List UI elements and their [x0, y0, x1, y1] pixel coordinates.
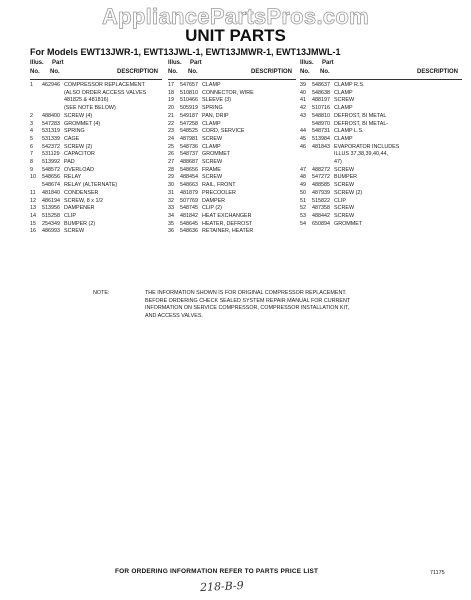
part-row	[30, 159, 162, 167]
part-description: CLAMP L.S.	[334, 128, 364, 135]
part-number: 548970	[312, 120, 330, 127]
illus-number: 27	[168, 159, 174, 166]
illus-number	[300, 151, 312, 159]
header-description: DESCRIPTION	[116, 69, 158, 75]
part-row	[168, 228, 296, 236]
part-description: ILLUS 37,38,39,40,44,	[334, 151, 388, 158]
part-description: PRECOOLER	[202, 189, 236, 196]
part-row	[30, 182, 162, 190]
illus-number	[300, 159, 312, 167]
part-number: 548638	[312, 89, 330, 96]
part-row	[300, 144, 462, 152]
part-description: SCREW	[334, 182, 355, 189]
part-row	[30, 167, 162, 175]
illus-number: 54	[300, 220, 306, 227]
part-number: 542372	[42, 143, 60, 150]
part-row	[168, 174, 296, 182]
illus-number: 48	[300, 174, 306, 181]
note-line: AND ACCESS VALVES.	[145, 313, 203, 320]
part-row	[30, 228, 162, 236]
part-number: 510716	[312, 105, 330, 112]
note-line: THE INFORMATION SHOWN IS FOR ORIGINAL COMPRESSOR REPLACEMENT.	[145, 290, 347, 296]
illus-number	[30, 105, 42, 113]
parts-column-3	[300, 60, 462, 228]
part-description: SCREW	[64, 228, 85, 235]
part-description: GROMMET	[334, 220, 363, 227]
illus-number: 35	[168, 220, 174, 227]
part-row	[30, 174, 162, 182]
part-description: CLAMP	[334, 135, 353, 142]
part-row	[30, 97, 162, 105]
part-number: 548656	[42, 174, 60, 181]
part-row	[168, 82, 296, 90]
part-description: SCREW	[334, 205, 355, 212]
illus-number: 33	[168, 205, 174, 212]
part-row	[168, 144, 296, 152]
part-description: SPRING	[202, 105, 223, 112]
part-row	[168, 97, 296, 105]
part-number: 481842	[180, 212, 198, 219]
column-header	[30, 60, 162, 80]
illus-number: 5	[30, 135, 33, 142]
part-row	[168, 167, 296, 175]
part-number: 548745	[180, 205, 198, 212]
part-row	[30, 205, 162, 213]
part-number	[42, 90, 64, 98]
part-row	[168, 205, 296, 213]
part-row	[300, 121, 462, 129]
page-title: UNIT PARTS	[185, 26, 286, 45]
part-number: 488400	[42, 112, 60, 119]
illus-number: 50	[300, 189, 306, 196]
part-number: 548663	[180, 182, 198, 189]
illus-number: 44	[300, 128, 306, 135]
part-number: 515258	[42, 212, 60, 219]
illus-number: 46	[300, 143, 306, 150]
part-row	[168, 113, 296, 121]
part-row	[30, 190, 162, 198]
illus-number: 20	[168, 105, 174, 112]
column-header	[300, 60, 462, 80]
part-row	[300, 190, 462, 198]
illus-number: 3	[30, 120, 33, 127]
part-number: 481840	[42, 189, 60, 196]
header-illus: Illus.	[168, 60, 182, 66]
part-description: (SEE NOTE BELOW)	[64, 105, 116, 112]
part-row	[300, 174, 462, 182]
part-number: 548737	[180, 151, 198, 158]
part-row	[30, 113, 162, 121]
note-line: BEFORE ORDERING CHECK SEALED SYSTEM REPAIR MANUAL FOR CURRENT	[145, 297, 351, 304]
part-description: SCREW	[202, 135, 223, 142]
part-number: 547272	[312, 174, 330, 181]
part-description: GROMMET	[202, 151, 231, 158]
illus-number: 30	[168, 182, 174, 189]
part-row	[300, 82, 462, 90]
illus-number: 23	[168, 128, 174, 135]
part-number: 531339	[42, 135, 60, 142]
illus-number: 43	[300, 112, 306, 119]
part-description: HEAT EXCHANGER	[202, 212, 252, 219]
part-row	[30, 144, 162, 152]
part-number: 513984	[312, 135, 330, 142]
part-number: 488454	[180, 174, 198, 181]
part-number: 513956	[42, 205, 60, 212]
note-text	[145, 290, 350, 321]
part-row	[168, 105, 296, 113]
header-no: No.	[30, 69, 40, 75]
ordering-footer: FOR ORDERING INFORMATION REFER TO PARTS PRICE LIST	[115, 568, 319, 575]
models-subtitle: For Models EWT13JWR-1, EWT13JWL-1, EWT13JMWR-1, EWT13JMWL-1	[30, 47, 341, 57]
part-row	[300, 167, 462, 175]
part-row	[300, 97, 462, 105]
illus-number: 34	[168, 212, 174, 219]
part-description: CLAMP R.S.	[334, 82, 365, 88]
part-number: 531319	[42, 128, 60, 135]
part-row	[30, 90, 162, 98]
part-row	[168, 198, 296, 206]
part-row	[30, 128, 162, 136]
part-description: CLAMP	[202, 143, 221, 150]
part-description: DAMPENER	[64, 205, 95, 212]
part-description: PAD	[64, 159, 75, 166]
part-description: BUMPER (2)	[64, 220, 96, 227]
part-description: RELAY (ALTERNATE)	[64, 182, 118, 189]
part-number: 548637	[312, 82, 330, 88]
illus-number: 7	[30, 151, 33, 158]
illus-number: 24	[168, 135, 174, 142]
illus-number: 31	[168, 189, 174, 196]
column-header	[168, 60, 296, 80]
illus-number	[30, 182, 42, 190]
part-description: SCREW (4)	[64, 112, 93, 119]
part-row	[30, 213, 162, 221]
note-label: NOTE:	[93, 290, 110, 296]
part-row	[300, 105, 462, 113]
part-description: CLAMP	[334, 105, 353, 112]
part-row	[300, 221, 462, 229]
part-number: 510466	[180, 97, 198, 104]
handwritten-note: 218-B-9	[199, 578, 245, 595]
header-description: DESCRIPTION	[416, 69, 458, 75]
parts-column-2	[168, 60, 296, 236]
part-number: 548572	[42, 166, 60, 173]
part-row	[168, 213, 296, 221]
illus-number: 25	[168, 143, 174, 150]
part-description: CLIP	[334, 197, 346, 204]
part-description: CLAMP	[202, 120, 221, 127]
part-number: 488272	[312, 166, 330, 173]
part-row	[168, 182, 296, 190]
part-row	[300, 136, 462, 144]
part-number: 650894	[312, 220, 330, 227]
illus-number: 41	[300, 97, 306, 104]
part-description: CORD, SERVICE	[202, 128, 245, 135]
illus-number: 1	[30, 82, 33, 88]
part-row	[300, 128, 462, 136]
part-number: 488687	[180, 159, 198, 166]
part-row	[30, 221, 162, 229]
part-description: CLIP	[64, 212, 76, 219]
illus-number: 21	[168, 112, 174, 119]
illus-number: 47	[300, 166, 306, 173]
part-number: 548810	[312, 112, 330, 119]
part-row	[300, 182, 462, 190]
part-row	[300, 113, 462, 121]
part-number: 481843	[312, 143, 330, 150]
header-illus: Illus.	[300, 60, 314, 66]
part-number: 515822	[312, 197, 330, 204]
part-row	[30, 105, 162, 113]
part-row	[300, 90, 462, 98]
part-number: 548674	[42, 182, 60, 189]
part-description: DEFROST, BI METAL-	[334, 120, 389, 127]
note-line: INFORMATION ON SERVICE COMPRESSOR, COMPRESSOR INSTALLATION KIT,	[145, 305, 350, 312]
part-number: 486993	[42, 228, 60, 235]
header-part-no: No.	[320, 69, 330, 75]
part-number: 486194	[42, 197, 60, 204]
part-description: (ALSO ORDER ACCESS VALVES	[64, 89, 147, 96]
part-description: CAPACITOR	[64, 151, 95, 158]
part-row	[30, 121, 162, 129]
illus-number: 8	[30, 159, 33, 166]
part-number	[42, 97, 64, 105]
part-number: 487981	[180, 135, 198, 142]
part-description: CLAMP	[202, 82, 221, 88]
illus-number: 49	[300, 182, 306, 189]
part-description: BUMPER	[334, 174, 358, 181]
part-row	[168, 159, 296, 167]
illus-number: 14	[30, 212, 36, 219]
part-number: 513992	[42, 159, 60, 166]
illus-number: 16	[30, 228, 36, 235]
part-number: 507769	[180, 197, 198, 204]
illus-number: 28	[168, 166, 174, 173]
part-description: CLAMP	[334, 89, 353, 96]
part-number: 548656	[180, 166, 198, 173]
illus-number: 19	[168, 97, 174, 104]
illus-number: 26	[168, 151, 174, 158]
part-description: CAGE	[64, 135, 80, 142]
part-number: 548731	[312, 128, 330, 135]
parts-list	[300, 82, 462, 228]
part-number: 488442	[312, 212, 330, 219]
illus-number: 4	[30, 128, 33, 135]
part-description: COMPRESSOR REPLACEMENT	[64, 82, 145, 88]
part-row	[30, 82, 162, 90]
part-row	[30, 198, 162, 206]
part-description: CONNECTOR, WIRE	[202, 89, 254, 96]
header-illus: Illus.	[30, 60, 44, 66]
part-description: 481825 & 481816)	[64, 97, 109, 104]
part-number: 505919	[180, 105, 198, 112]
part-row	[168, 221, 296, 229]
part-row	[300, 213, 462, 221]
part-description: SCREW (2)	[64, 143, 93, 150]
illus-number	[30, 90, 42, 98]
illus-number: 12	[30, 197, 36, 204]
header-part: Part	[52, 60, 64, 66]
part-number: 548525	[180, 128, 198, 135]
part-description: SCREW	[202, 174, 223, 181]
part-description: SCREW	[334, 97, 355, 104]
illus-number: 51	[300, 197, 306, 204]
illus-number: 2	[30, 112, 33, 119]
part-description: OVERLOAD	[64, 166, 94, 173]
part-description: DAMPER	[202, 197, 226, 204]
illus-number: 10	[30, 174, 36, 181]
part-number: 548636	[180, 228, 198, 235]
part-number: 549187	[180, 112, 198, 119]
part-description: CLIP (2)	[202, 205, 222, 212]
illus-number: 13	[30, 205, 36, 212]
part-number	[42, 105, 64, 113]
illus-number: 18	[168, 89, 174, 96]
part-number	[312, 151, 334, 159]
part-row	[168, 128, 296, 136]
part-row	[300, 159, 462, 167]
illus-number: 52	[300, 205, 306, 212]
illus-number: 42	[300, 105, 306, 112]
part-description: SCREW	[334, 212, 355, 219]
header-part: Part	[190, 60, 202, 66]
part-number: 547258	[180, 120, 198, 127]
part-number: 488585	[312, 182, 330, 189]
illus-number	[30, 97, 42, 105]
header-part: Part	[322, 60, 334, 66]
part-description: GROMMET (4)	[64, 120, 101, 127]
illus-number	[300, 121, 312, 129]
header-part-no: No.	[188, 69, 198, 75]
part-description: RELAY	[64, 174, 82, 181]
part-description: RETAINER, HEATER	[202, 228, 254, 235]
part-number: 548645	[180, 220, 198, 227]
header-no: No.	[300, 69, 310, 75]
part-row	[168, 190, 296, 198]
header-no: No.	[168, 69, 178, 75]
part-number: 510810	[180, 89, 198, 96]
parts-list	[168, 82, 296, 236]
illus-number: 6	[30, 143, 33, 150]
illus-number: 11	[30, 189, 36, 196]
part-description: 47)	[334, 159, 342, 166]
part-number: 548736	[180, 143, 198, 150]
part-description: SCREW, 8 x 1/2	[64, 197, 103, 204]
part-description: CONDENSER	[64, 189, 99, 196]
header-part-no: No.	[50, 69, 60, 75]
part-description: EVAPORATOR INCLUDES	[334, 143, 400, 150]
footer-code: 71175	[430, 570, 445, 576]
part-number: 488197	[312, 97, 330, 104]
illus-number: 40	[300, 89, 306, 96]
site-watermark: AppliancePartsPros.com	[101, 4, 370, 29]
part-number: 547283	[42, 120, 60, 127]
part-description: DEFROST, BI METAL	[334, 112, 387, 119]
illus-number: 36	[168, 228, 174, 235]
part-row	[30, 136, 162, 144]
part-description: SPRING	[64, 128, 85, 135]
part-row	[300, 205, 462, 213]
part-number: 254349	[42, 220, 60, 227]
part-number: 487358	[312, 205, 330, 212]
part-row	[168, 90, 296, 98]
part-description: HEATER, DEFROST	[202, 220, 253, 227]
illus-number: 15	[30, 220, 36, 227]
part-row	[168, 136, 296, 144]
illus-number: 53	[300, 212, 306, 219]
part-number: 531129	[42, 151, 60, 158]
part-description: RAIL, FRONT	[202, 182, 236, 189]
illus-number: 9	[30, 166, 33, 173]
part-row	[300, 198, 462, 206]
part-number: 462946	[42, 82, 60, 88]
part-row	[168, 151, 296, 159]
part-number	[312, 159, 334, 167]
part-description: PAN, DRIP	[202, 112, 229, 119]
header-description: DESCRIPTION	[250, 69, 292, 75]
illus-number: 32	[168, 197, 174, 204]
part-description: SCREW (2)	[334, 189, 363, 196]
illus-number: 29	[168, 174, 174, 181]
part-row	[300, 151, 462, 159]
part-description: SCREW	[202, 159, 223, 166]
part-description: FRAME	[202, 166, 221, 173]
illus-number: 22	[168, 120, 174, 127]
parts-column-1	[30, 60, 162, 236]
illus-number: 17	[168, 82, 174, 88]
part-description: SLEEVE (3)	[202, 97, 232, 104]
part-row	[30, 151, 162, 159]
part-number: 481879	[180, 189, 198, 196]
illus-number: 45	[300, 135, 306, 142]
parts-list	[30, 82, 162, 236]
illus-number: 39	[300, 82, 306, 88]
part-number: 487939	[312, 189, 330, 196]
part-row	[168, 121, 296, 129]
part-number: 547657	[180, 82, 198, 88]
part-description: SCREW	[334, 166, 355, 173]
